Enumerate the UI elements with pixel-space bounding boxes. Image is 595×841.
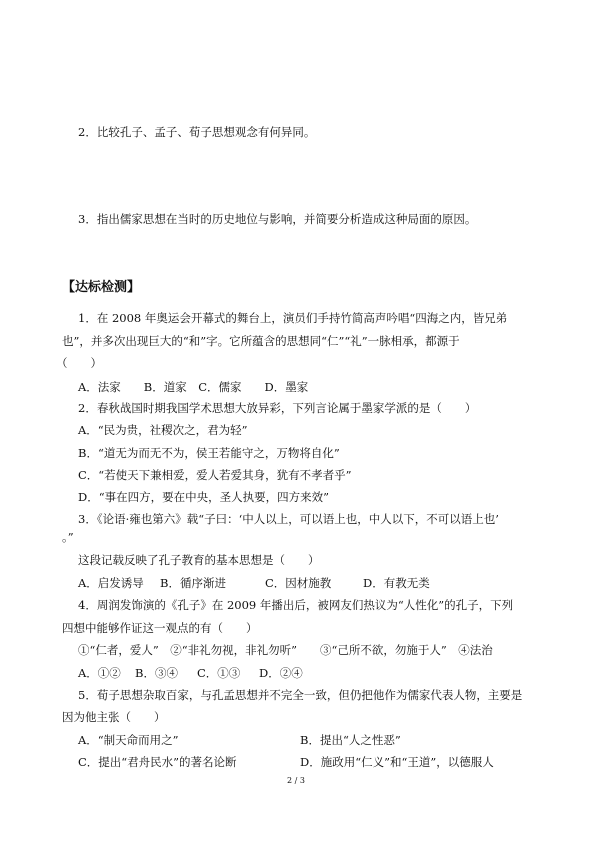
q3-sub: 这段记载反映了孔子教育的基本思想是（ ）: [78, 553, 320, 567]
q5-option-a: A．“制天命而用之”: [78, 733, 179, 747]
discussion-q3: 3．指出儒家思想在当时的历史地位与影响，并简要分析造成这种局面的原因。: [78, 212, 477, 226]
q1-line-2: 也”，并多次出现巨大的“和”字。它所蕴含的思想同“仁”“礼”一脉相承，都源于: [62, 334, 460, 348]
q3-option-b: B．循序渐进: [160, 576, 226, 590]
q5-option-b: B．提出“人之性恶”: [300, 733, 401, 747]
q1-options: A．法家 B．道家 C．儒家 D．墨家: [78, 380, 309, 394]
q1-line-3: （ ）: [56, 356, 102, 370]
q3-option-a: A．启发诱导: [78, 576, 144, 590]
q5-line-1: 5．荀子思想杂取百家，与孔孟思想并不完全一致，但仍把他作为儒家代表人物，主要是: [78, 688, 523, 702]
q2-stem: 2．春秋战国时期我国学术思想大放异彩，下列言论属于墨家学派的是（ ）: [78, 401, 477, 415]
q4-option-c: C．①③: [197, 666, 241, 680]
q3-option-c: C．因材施教: [265, 576, 332, 590]
page-number: 2 / 3: [287, 776, 305, 785]
section-title: 【达标检测】: [62, 280, 141, 295]
q2-option-a: A．“民为贵，社稷次之，君为轻”: [78, 423, 248, 437]
q3-line-1: 3．《论语·雍也第六》载“子曰：‘中人以上，可以语上也，中人以下，不可以语上也’: [78, 512, 499, 526]
q4-items: ①“仁者，爱人” ②“非礼勿视，非礼勿听” ③“己所不欲，勿施于人” ④法治: [78, 643, 493, 657]
q5-option-c: C．提出“君舟民水”的著名论断: [78, 755, 237, 769]
q4-line-2: 四想中能够作证这一观点的有（ ）: [62, 621, 258, 635]
q4-line-1: 4．周润发饰演的《孔子》在 2009 年播出后，被网友们热议为“人性化”的孔子，下列: [78, 598, 514, 612]
q2-option-c: C．“若使天下兼相爱，爱人若爱其身，犹有不孝者乎”: [78, 468, 352, 482]
q4-option-d: D．②④: [259, 666, 303, 680]
q3-line-2: 。”: [62, 530, 74, 544]
q5-option-d: D．施政用“仁义”和“王道”，以德服人: [300, 755, 494, 769]
q5-line-2: 因为他主张（ ）: [62, 710, 166, 724]
q1-line-1: 1．在 2008 年奥运会开幕式的舞台上，演员们手持竹简高声吟唱“四海之内，皆兄弟: [78, 311, 508, 325]
discussion-q2: 2．比较孔子、孟子、荀子思想观念有何异同。: [78, 125, 316, 139]
q3-option-d: D．有教无类: [363, 576, 430, 590]
q4-option-a: A．①②: [78, 666, 121, 680]
q4-option-b: B．③④: [135, 666, 178, 680]
q2-option-b: B．“道无为而无不为，侯王若能守之，万物将自化”: [78, 446, 340, 460]
q2-option-d: D．“事在四方，要在中央，圣人执要，四方来效”: [78, 490, 329, 504]
